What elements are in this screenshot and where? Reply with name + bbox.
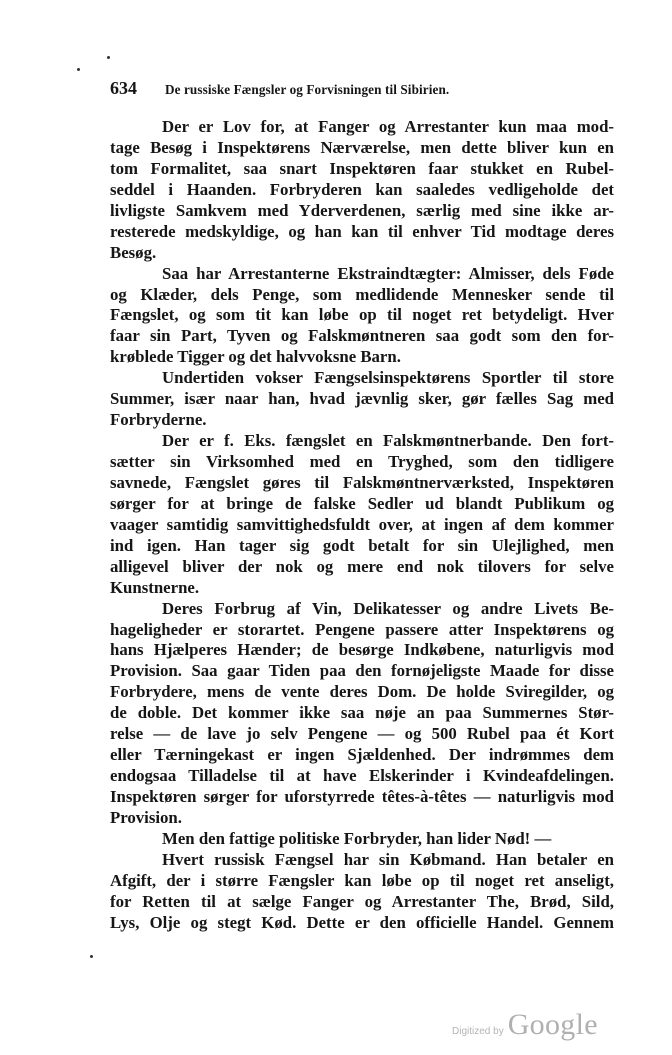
text-line: Afgift, der i større Fængsler kan løbe op til noget ret anseligt, [110,870,614,890]
text-line: savnede, Fængslet gøres til Falskmøntnerværksted, Inspektøren [110,472,614,492]
text-line: endogsaa Tilladelse til at have Elskerinder i Kvindeafdelingen. [110,766,614,786]
text-line: de doble. Det kommer ikke saa nøje an paa Summernes Stør- [110,703,614,723]
scan-speck [77,68,80,71]
google-logo: Google [507,1008,598,1041]
running-title: De russiske Fængsler og Forvisningen til Sibirien. [165,82,450,97]
text-line: seddel i Haanden. Forbryderen kan saaledes vedligeholde det [110,179,614,199]
text-line: relse — de lave jo selv Pengene — og 500 Rubel paa ét Kort [110,724,614,744]
text-line: sørger for at bringe de falske Sedler ud blandt Publikum og [110,493,614,513]
text-line: Men den fattige politiske Forbryder, han lider Nød! — [162,828,552,848]
text-line: tage Besøg i Inspektørens Nærværelse, men dette bliver kun en [110,137,614,157]
scan-speck [107,56,110,59]
text-line: sætter sin Virksomhed med en Tryghed, som den tidligere [110,452,614,471]
text-line: Provision. [110,807,182,827]
body-text [110,117,614,934]
text-line: alligevel bliver der nok og mere end nok tilovers for selve [110,556,614,576]
text-line: Deres Forbrug af Vin, Delikatesser og andre Livets Be- [162,598,614,618]
scan-speck [90,955,93,958]
digitized-by-google-watermark [452,1008,598,1042]
text-line: Undertiden vokser Fængselsinspektørens Sportler til store [162,368,614,388]
text-line: tom Formalitet, saa snart Inspektøren faar stukket en Rubel- [110,158,614,178]
text-line: Forbrydere, mens de vente deres Dom. De holde Sviregilder, og [110,682,614,702]
text-line: krøblede Tigger og det halvvoksne Barn. [110,347,401,367]
text-line: livligste Samkvem med Yderverdenen, særlig med sine ikke ar- [110,200,614,220]
page-number: 634 [110,78,137,98]
text-line: for Retten til at sælge Fanger og Arrestanter The, Brød, Sild, [110,891,614,911]
text-line: Der er Lov for, at Fanger og Arrestanter kun maa mod- [162,117,614,136]
text-line: Besøg. [110,242,157,262]
text-line: eller Tærningekast er ingen Sjældenhed. Der indrømmes dem [110,745,614,765]
text-line: hageligheder er storartet. Pengene passere atter Inspektørens og [110,619,614,639]
text-line: og Klæder, dels Penge, som medlidende Mennesker sende til [110,284,614,304]
text-line: vaager samtidig samvittighedsfuldt over, at ingen af dem kommer [110,514,614,534]
text-line: Hvert russisk Fængsel har sin Købmand. Han betaler en [162,849,614,869]
running-header [110,78,615,99]
text-line: resterede medskyldige, og han kan til enhver Tid modtage deres [110,221,614,241]
text-line: Der er f. Eks. fængslet en Falskmøntnerbande. Den fort- [162,431,614,451]
text-line: Lys, Olje og stegt Kød. Dette er den officielle Handel. Gennem [110,912,614,932]
text-line: Kunstnerne. [110,577,200,597]
text-line: hans Hjælperes Hænder; de besørge Indkøbene, naturligvis mod [110,640,614,660]
text-line: faar sin Part, Tyven og Falskmøntneren saa godt som den for- [110,326,614,346]
text-line: Saa har Arrestanterne Ekstraindtægter: Almisser, dels Føde [162,263,614,283]
watermark-prefix: Digitized by [452,1026,504,1037]
text-line: Provision. Saa gaar Tiden paa den fornøjeligste Maade for disse [110,661,614,681]
text-line: ind igen. Han tager sig godt betalt for sin Ulejlighed, men [110,535,614,555]
text-line: Forbryderne. [110,410,207,430]
text-line: Inspektøren sørger for uforstyrrede têtes-à-têtes — naturligvis mod [110,787,614,806]
text-line: Summer, især naar han, hvad jævnlig sker, gør fælles Sag med [110,389,614,409]
text-line: Fængslet, og som tit kan løbe op til noget ret betydeligt. Hver [110,305,614,325]
